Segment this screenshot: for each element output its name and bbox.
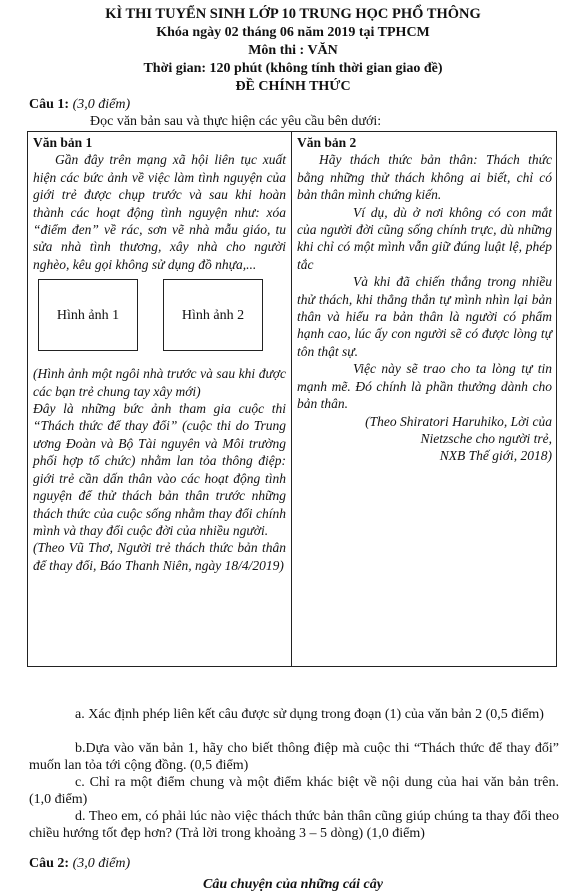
image1-label: Hình ảnh 1 <box>56 307 120 323</box>
task-b <box>29 740 559 774</box>
task-d-text: d. Theo em, có phải lúc nào việc thách thức bản thân cũng giúp chúng ta thay đổi theo chiều hướng tốt đẹp hơn? (Trả lời trong khoảng 3 – 5 dòng) (1,0 điểm) <box>29 809 559 841</box>
text1-column <box>33 134 286 574</box>
column-divider <box>291 132 292 666</box>
reading-texts-table <box>27 131 557 667</box>
text1-title: Văn bản 1 <box>33 135 93 150</box>
image-caption: (Hình ảnh một ngôi nhà trước và sau khi được các bạn trẻ chung tay xây mới) <box>33 366 286 399</box>
exam-title: KÌ THI TUYỂN SINH LỚP 10 TRUNG HỌC PHỔ THÔNG <box>105 6 481 22</box>
text1-paragraph2: Đây là những bức ảnh tham gia cuộc thi “Thách thức để thay đổi” (cuộc thi do Trung ương Đoàn và Bộ Tài nguyên và Môi trường phối hợp tổ chức) nhằm lan tỏa thông điệp: giới trẻ cần dấn thân vào các hoạt động tình nguyện để thử thách bản thân trước những thách thức của cuộc sống nhằm thay đổi chính mình và thay đổi cuộc đời của nhiều người. <box>33 401 286 538</box>
text2-source-line3: NXB Thế giới, 2018) <box>439 448 552 464</box>
task-a-text: a. Xác định phép liên kết câu được sử dụng trong đoạn (1) của văn bản 2 (0,5 điểm) <box>75 707 544 722</box>
image2-label: Hình ảnh 2 <box>181 307 245 323</box>
question1-heading <box>29 96 130 113</box>
exam-date: Khóa ngày 02 tháng 06 năm 2019 tại TPHCM <box>156 25 430 40</box>
text2-title: Văn bản 2 <box>297 135 357 150</box>
exam-duration: Thời gian: 120 phút (không tính thời gian giao đề) <box>143 61 443 76</box>
text2-source-line1: (Theo Shiratori Haruhiko, Lời của <box>365 413 552 429</box>
official-label: ĐỀ CHÍNH THỨC <box>235 79 351 94</box>
story-title: Câu chuyện của những cái cây <box>203 877 383 892</box>
text2-paragraph2: Ví dụ, dù ở nơi không có con mắt của người đời cũng sống chính trực, dù những khi chỉ có một mình vẫn giữ đúng luật lệ, phép tắc <box>297 204 552 272</box>
task-c <box>29 774 559 808</box>
question2-label: Câu 2: <box>29 856 70 871</box>
text2-paragraph3: Và khi đã chiến thắng trong nhiều thử thách, khi thẳng thắn tự mình nhìn lại bản thân và hiểu ra bản thân là người có phẩm hạnh cao, lúc ấy con người sẽ có được lòng tự tôn thật sự. <box>297 274 552 359</box>
question1-intro: Đọc văn bản sau và thực hiện các yêu cầu bên dưới: <box>90 114 382 129</box>
text2-paragraph1: Hãy thách thức bản thân: Thách thức bằng những thử thách không ai biết, chỉ có bản thân mình chứng kiến. <box>297 152 552 203</box>
question1-points: (3,0 điểm) <box>72 97 131 112</box>
image2-placeholder <box>163 279 263 351</box>
task-d <box>29 808 559 842</box>
text2-source-line2: Nietzsche cho người trẻ, <box>420 430 552 446</box>
text1-paragraph1: Gần đây trên mạng xã hội liên tục xuất hiện các bức ảnh về việc làm tình nguyện của giới trẻ được chụp trước và sau khi hoàn thành các hoạt động tình nguyện như: xóa “điểm đen” về rác, sơn vẽ nhà mẫu giáo, tu sửa nhà tình thương, xây nhà cho người nghèo, kêu gọi không sử dụng đồ nhựa,... <box>33 152 286 272</box>
image-row <box>33 279 286 365</box>
question2-heading <box>29 855 130 872</box>
task-b-text: b.Dựa vào văn bản 1, hãy cho biết thông điệp mà cuộc thi “Thách thức để thay đổi” muốn lan tỏa tới cộng đồng. (0,5 điểm) <box>29 741 559 773</box>
text2-column <box>297 134 552 465</box>
text1-source: (Theo Vũ Thơ, Người trẻ thách thức bản thân để thay đổi, Báo Thanh Niên, ngày 18/4/2019) <box>33 540 286 573</box>
question2-points: (3,0 điểm) <box>72 856 131 871</box>
task-a <box>29 706 559 723</box>
exam-subject: Môn thi : VĂN <box>248 43 338 58</box>
task-c-text: c. Chỉ ra một điểm chung và một điểm khác biệt về nội dung của hai văn bản trên. (1,0 điểm) <box>29 775 559 807</box>
text2-paragraph4: Việc này sẽ trao cho ta lòng tự tin mạnh mẽ. Đó chính là phần thưởng dành cho bản thân. <box>297 361 552 412</box>
question1-label: Câu 1: <box>29 97 70 112</box>
image1-placeholder <box>38 279 138 351</box>
